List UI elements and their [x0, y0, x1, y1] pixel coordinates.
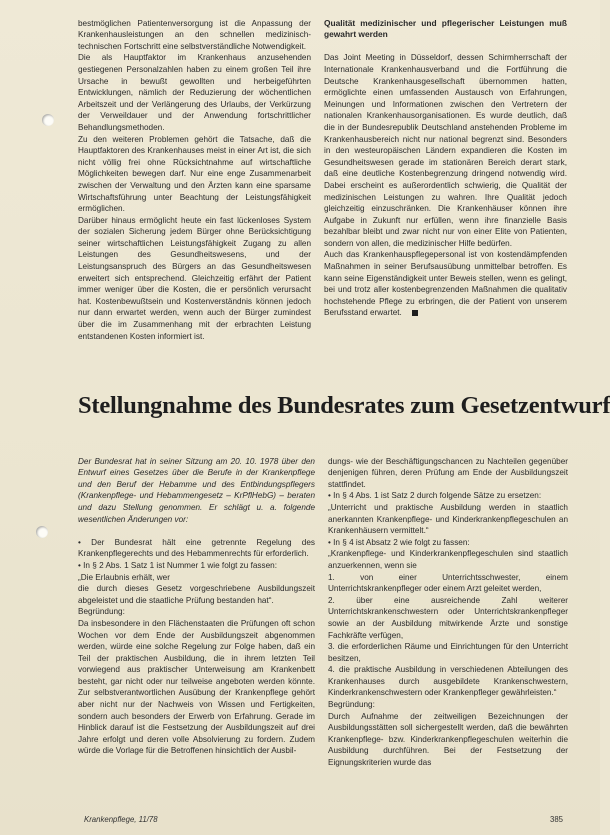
bottom-right-column — [328, 444, 568, 809]
top-left-column — [78, 6, 311, 341]
top-right-body: Das Joint Meeting in Düsseldorf, dessen Schirmherrschaft der Internationale Krankenhausverband und die Fortführung die Deutsche Krankenhausgesellschaft übernommen hatten, ermöglichte einen umfassenden Austausch von Erfahrungen, Meinungen und Informationen zwischen den Vertretern der nationalen Krankenhausorganisationen. Es wurde deutlich, daß die in der Bundesrepublik Deutschland anstehenden Probleme im Krankenhausbereich nicht nur national begrenzt sind. Besonders in den westeuropäischen Ländern expandieren die Kosten im Gesundheitswesen gerade im stationären Bereich derart stark, daß eine deutliche Kostenbegrenzung dringend notwendig wird. Dabei erscheint es außerordentlich schwierig, die Qualität der medizinischen Leistungen zu wahren. Ihre Qualität jedoch gleichzeitig einzuschränken. Die Krankenhäuser können ihre Aufgabe in Zukunft nur erfüllen, wenn ihre finanzielle Basis bezahlbar bleibt und zwar nicht nur von einer Elite von Patienten, sondern von allen, die medizinischer Hilfe bedürfen. Auch das Krankenhauspflegepersonal ist von kostendämpfenden Maßnahmen in seiner Berufsausübung unmittelbar betroffen. Es kann seine Eigenständigkeit unter Beweis stellen, wenn es gelingt, bei und trotz aller kostenbegrenzenden Maßnahmen die qualitativ hochstehende Pflege zu erbringen, die der Patient von unserem Berufsstand erwartet. — [324, 53, 567, 318]
punch-hole — [36, 526, 48, 538]
bottom-right-text: dungs- wie der Beschäftigungschancen zu Nachteilen gegenüber denjenigen führen, deren Prüfung am Ende der Ausbildungszeit stattfindet. • In § 4 Abs. 1 ist Satz 2 durch folgende Sätze zu ersetzen: „Unterricht und praktische Ausbildung werden in staatlich anerkannten Krankenpflege- und Kinderkrankenpflegeschulen an Krankenhäusern vermittelt.“ • In § 4 ist Absatz 2 wie folgt zu fassen: „Krankenpflege- und Kinderkrankenpflegeschulen sind staatlich anzuerkennen, wenn sie 1. von einer Unterrichtsschwester, einem Unterrichtskrankenpfleger oder einem Arzt geleitet werden, 2. über eine ausreichende Zahl weiterer Unterrichtskrankenschwestern oder Unterrichtskrankenpfleger sowie an der Ausbildung mitwirkende Ärzte und sonstige Fachkräfte verfügen, 3. die erforderlichen Räume und Einrichtungen für den Unterricht besitzen, 4. die praktische Ausbildung in verschiedenen Abteilungen des Krankenhauses durch ausgebildete Krankenschwestern, Kinderkrankenschwestern oder Krankenpfleger gewährleisten.“ Begründung: Durch Aufnahme der zeitweiligen Bezeichnungen der Ausbildungsstätten soll sichergestellt werden, daß die bewährten Krankenpflege- bzw. Kinderkrankenpflegeschulen weiterhin die Ausbildung durchführen. Bei der Festsetzung der Eignungskriterien wurde das — [328, 456, 568, 768]
bottom-left-text: • Der Bundesrat hält eine getrennte Regelung des Krankenpflegerechts und des Hebammenrechts für erforderlich. • In § 2 Abs. 1 Satz 1 ist Nummer 1 wie folgt zu fassen: „Die Erlaubnis erhält, wer die durch dieses Gesetz vorgeschriebene Ausbildungszeit abgeleistet und die staatliche Prüfung bestanden hat“. Begründung: Da insbesondere in den Flächenstaaten die Prüfungen oft schon Wochen vor dem Ende der Ausbildungszeit abgenommen werden, würde eine solche Regelung zur Folge haben, daß ein Teil der praktischen Ausbildung, die in ihrem letzten Teil vorwiegend aus praktischer Unterweisung am Krankenbett besteht, gar nicht oder nur teilweise angeboten werden könnte. Zur selbstverantwortlichen Ausübung der Krankenpflege gehört aber nicht nur der Nachweis von Wissen und Fertigkeiten, sondern auch besonders der Erwerb von Erfahrung. Gerade im Hinblick darauf ist die Festsetzung der Ausbildungszeit auf drei Jahre erfolgt und deren volle Absolvierung zu fordern. Zudem würde die Vorlage für die Betroffenen hinsichtlich der Ausbil- — [78, 537, 315, 756]
end-of-article-square-icon — [412, 310, 418, 316]
section-heading: Qualität medizinischer und pflegerischer Leistungen muß gewahrt werden — [324, 17, 567, 40]
top-left-text: bestmöglichen Patientenversorgung ist die Anpassung der Krankenhausleistungen an den schnellen medizinisch-technischen Fortschritt eine selbstverständliche Notwendigkeit. Die als Hauptfaktor im Krankenhaus anzusehenden gestiegenen Personalzahlen haben zu einem großen Teil ihre Ursache in bewußt gewollten und herbeigeführten Entwicklungen, nämlich der Reduzierung der wöchentlichen Arbeitszeit und der Verlängerung des Urlaubs, der Verkürzung der Verweildauer und der Anwendung fortschrittlicher Behandlungsmethoden. Zu den weiteren Problemen gehört die Tatsache, daß die Hauptfaktoren des Krankenhauses meist in einer Art ist, die sich nicht völlig frei ohne Rücksichtnahme auf wirtschaftliche Möglichkeiten bewegen darf. Nur eine enge Zusammenarbeit zwischen der Verwaltung und den Ärzten kann eine sparsame Wirtschaftsführung unter Beachtung der Leistungsfähigkeit ermöglichen. Darüber hinaus ermöglicht heute ein fast lückenloses System der sozialen Sicherung jedem Bürger ohne Berücksichtigung seiner wirtschaftlichen Leistungsfähigkeit Zugang zu allen Leistungen des Gesundheitswesens, und der Leistungsanspruch des Bürgers an das Gesundheitswesen erweitert sich entsprechend. Gleichzeitig erfährt der Patient immer weniger über die Kosten, die er persönlich verursacht hat. Kostenbewußtsein und Kostenverständnis können jedoch nur dann erwartet werden, wenn auch der Bürger zumindest über die im Zusammenhang mit der erbrachten Leistung entstandenen Kosten informiert ist. — [78, 18, 311, 341]
top-right-column — [324, 6, 567, 336]
article-headline: Stellungnahme des Bundesrates zum Gesetzentwurf — [78, 392, 610, 419]
punch-hole — [42, 114, 54, 126]
bottom-left-column — [78, 444, 315, 809]
article-intro: Der Bundesrat hat in seiner Sitzung am 20. 10. 1978 über den Entwurf eines Gesetzes über die Berufe in der Krankenpflege und den Beruf der Hebamme und des Entbindungspflegers (Krankenpflege- und Hebammengesetz – KrPflHebG) – beraten und dazu Stellung genommen. Er schlägt u. a. folgende wesentlichen Änderungen vor: — [78, 456, 315, 524]
page-number: 385 — [550, 815, 564, 824]
top-right-text — [324, 52, 567, 319]
footer-journal: Krankenpflege, 11/78 — [84, 815, 158, 824]
